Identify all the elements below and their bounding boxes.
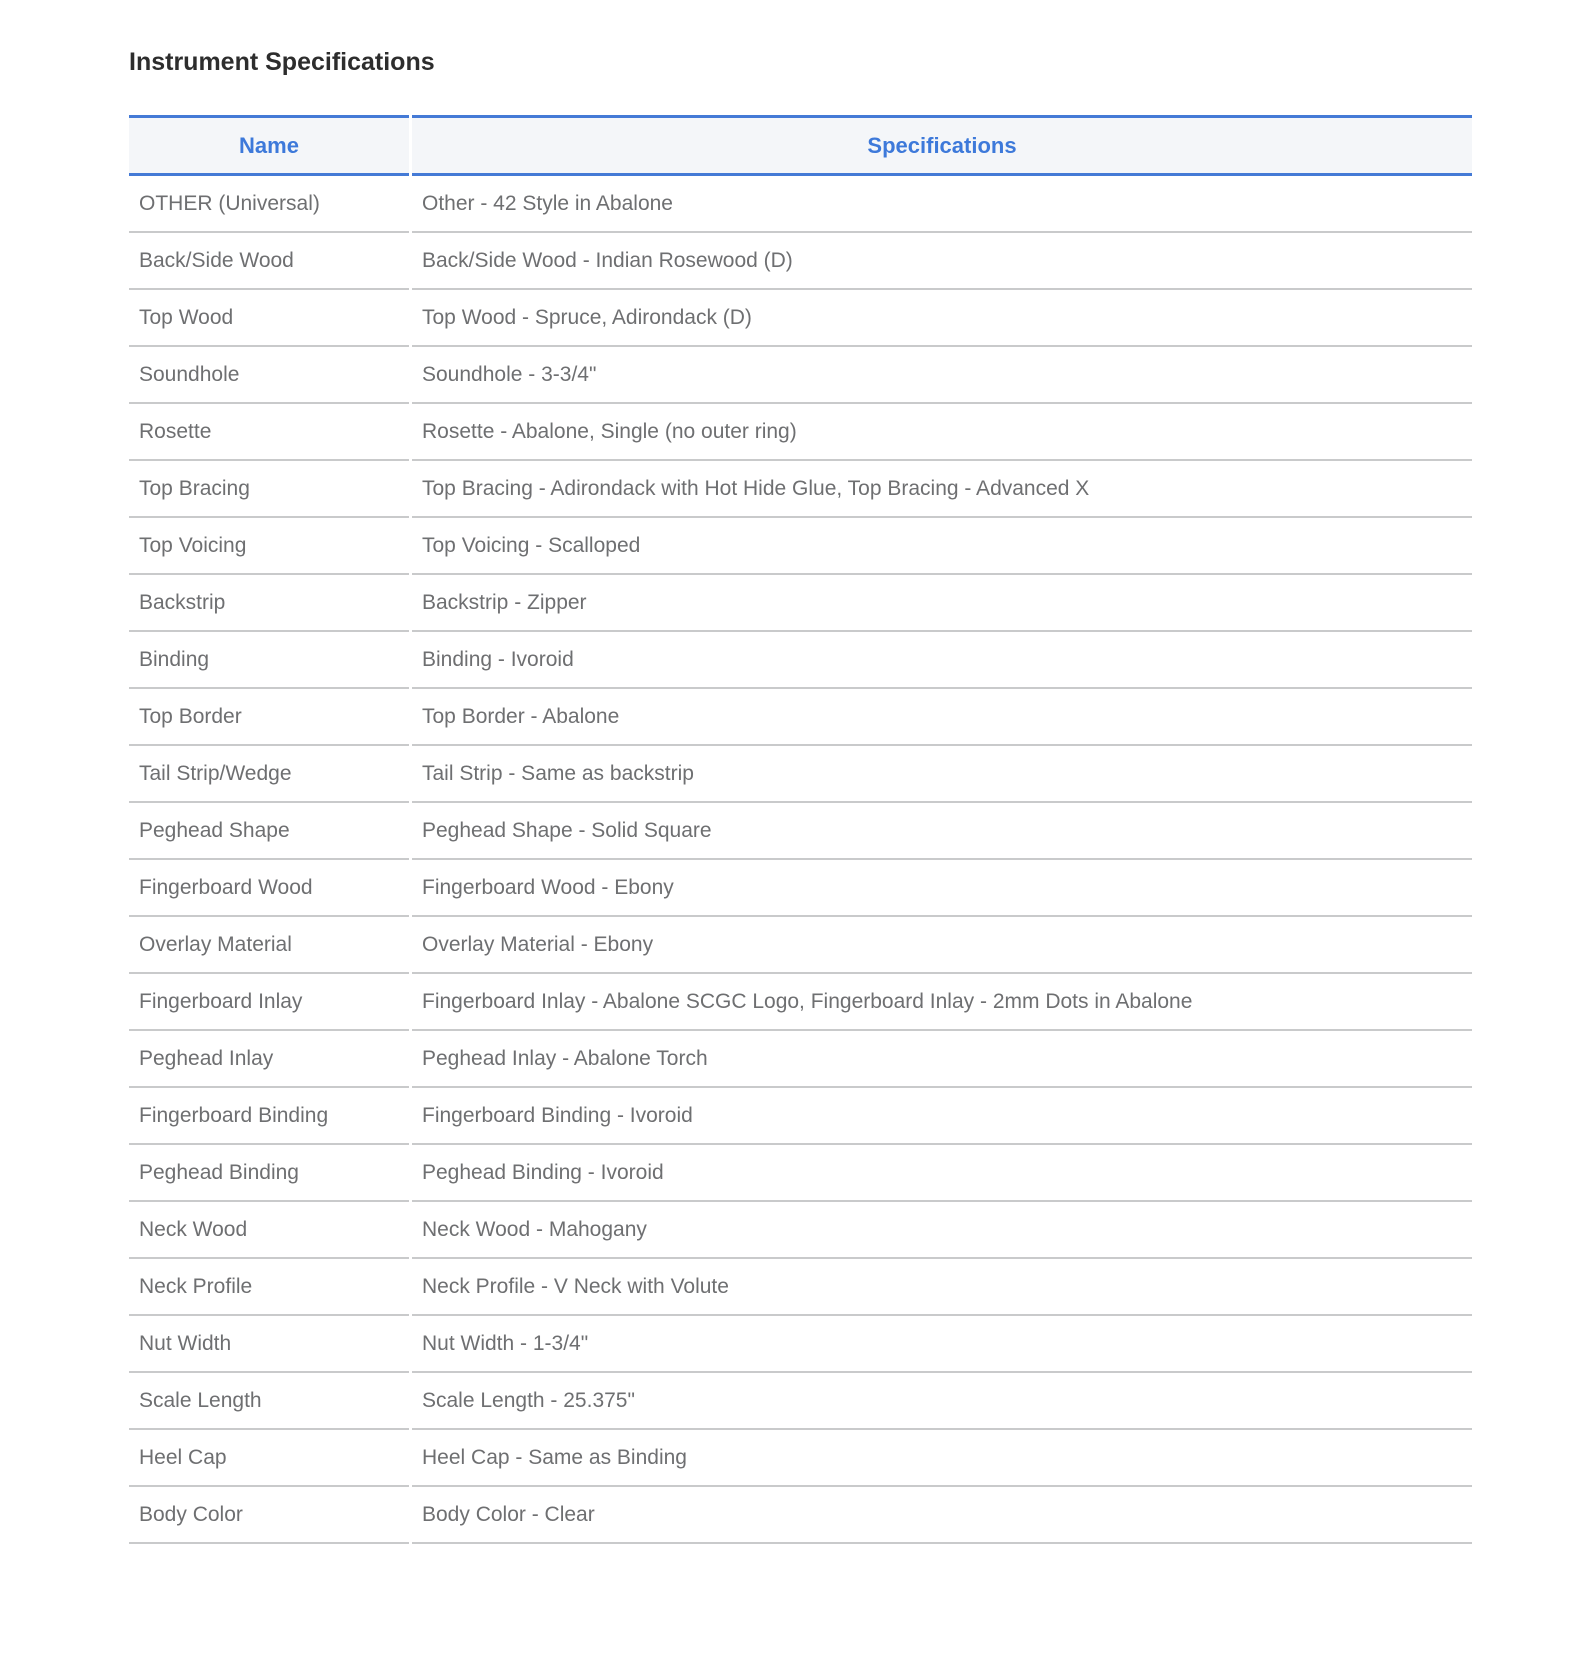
spec-name-cell: Fingerboard Inlay bbox=[129, 974, 409, 1031]
spec-value-cell: Other - 42 Style in Abalone bbox=[412, 176, 1472, 233]
spec-name-cell: Rosette bbox=[129, 404, 409, 461]
spec-name-cell: Top Border bbox=[129, 689, 409, 746]
table-row bbox=[129, 518, 1472, 575]
table-row bbox=[129, 1430, 1472, 1487]
column-header-name: Name bbox=[129, 115, 409, 176]
table-row bbox=[129, 1373, 1472, 1430]
spec-name-cell: Top Wood bbox=[129, 290, 409, 347]
table-row bbox=[129, 746, 1472, 803]
table-row bbox=[129, 290, 1472, 347]
table-row bbox=[129, 917, 1472, 974]
spec-value-cell: Neck Wood - Mahogany bbox=[412, 1202, 1472, 1259]
spec-name-cell: Body Color bbox=[129, 1487, 409, 1544]
spec-name-cell: Binding bbox=[129, 632, 409, 689]
spec-value-cell: Scale Length - 25.375" bbox=[412, 1373, 1472, 1430]
column-header-specifications: Specifications bbox=[412, 115, 1472, 176]
table-body bbox=[129, 176, 1472, 1544]
spec-name-cell: Fingerboard Binding bbox=[129, 1088, 409, 1145]
spec-value-cell: Soundhole - 3-3/4" bbox=[412, 347, 1472, 404]
spec-name-cell: Backstrip bbox=[129, 575, 409, 632]
spec-value-cell: Binding - Ivoroid bbox=[412, 632, 1472, 689]
spec-value-cell: Neck Profile - V Neck with Volute bbox=[412, 1259, 1472, 1316]
spec-value-cell: Tail Strip - Same as backstrip bbox=[412, 746, 1472, 803]
table-row bbox=[129, 347, 1472, 404]
spec-name-cell: Peghead Binding bbox=[129, 1145, 409, 1202]
table-row bbox=[129, 1316, 1472, 1373]
spec-value-cell: Backstrip - Zipper bbox=[412, 575, 1472, 632]
spec-name-cell: Neck Profile bbox=[129, 1259, 409, 1316]
spec-value-cell: Nut Width - 1-3/4" bbox=[412, 1316, 1472, 1373]
table-row bbox=[129, 689, 1472, 746]
page-title: Instrument Specifications bbox=[129, 48, 435, 76]
table-row bbox=[129, 575, 1472, 632]
spec-name-cell: OTHER (Universal) bbox=[129, 176, 409, 233]
spec-value-cell: Top Wood - Spruce, Adirondack (D) bbox=[412, 290, 1472, 347]
spec-name-cell: Overlay Material bbox=[129, 917, 409, 974]
table-row bbox=[129, 461, 1472, 518]
specifications-table bbox=[126, 115, 1475, 1544]
spec-name-cell: Fingerboard Wood bbox=[129, 860, 409, 917]
table-row bbox=[129, 1202, 1472, 1259]
spec-value-cell: Fingerboard Binding - Ivoroid bbox=[412, 1088, 1472, 1145]
spec-value-cell: Back/Side Wood - Indian Rosewood (D) bbox=[412, 233, 1472, 290]
spec-value-cell: Heel Cap - Same as Binding bbox=[412, 1430, 1472, 1487]
spec-name-cell: Back/Side Wood bbox=[129, 233, 409, 290]
spec-name-cell: Top Voicing bbox=[129, 518, 409, 575]
spec-value-cell: Peghead Binding - Ivoroid bbox=[412, 1145, 1472, 1202]
spec-value-cell: Top Voicing - Scalloped bbox=[412, 518, 1472, 575]
table-row bbox=[129, 860, 1472, 917]
table-header-row bbox=[129, 115, 1472, 176]
spec-name-cell: Nut Width bbox=[129, 1316, 409, 1373]
table-row bbox=[129, 1031, 1472, 1088]
table-row bbox=[129, 1145, 1472, 1202]
spec-value-cell: Fingerboard Wood - Ebony bbox=[412, 860, 1472, 917]
table-row bbox=[129, 233, 1472, 290]
spec-value-cell: Overlay Material - Ebony bbox=[412, 917, 1472, 974]
spec-value-cell: Rosette - Abalone, Single (no outer ring) bbox=[412, 404, 1472, 461]
spec-name-cell: Soundhole bbox=[129, 347, 409, 404]
table-row bbox=[129, 404, 1472, 461]
table-row bbox=[129, 1088, 1472, 1145]
table-row bbox=[129, 176, 1472, 233]
spec-name-cell: Tail Strip/Wedge bbox=[129, 746, 409, 803]
table-row bbox=[129, 974, 1472, 1031]
spec-name-cell: Scale Length bbox=[129, 1373, 409, 1430]
table-row bbox=[129, 1487, 1472, 1544]
table-row bbox=[129, 632, 1472, 689]
spec-value-cell: Peghead Shape - Solid Square bbox=[412, 803, 1472, 860]
table-row bbox=[129, 1259, 1472, 1316]
spec-name-cell: Top Bracing bbox=[129, 461, 409, 518]
spec-value-cell: Top Bracing - Adirondack with Hot Hide Glue, Top Bracing - Advanced X bbox=[412, 461, 1472, 518]
spec-value-cell: Peghead Inlay - Abalone Torch bbox=[412, 1031, 1472, 1088]
spec-name-cell: Neck Wood bbox=[129, 1202, 409, 1259]
spec-value-cell: Fingerboard Inlay - Abalone SCGC Logo, Fingerboard Inlay - 2mm Dots in Abalone bbox=[412, 974, 1472, 1031]
spec-value-cell: Top Border - Abalone bbox=[412, 689, 1472, 746]
spec-value-cell: Body Color - Clear bbox=[412, 1487, 1472, 1544]
table-head bbox=[129, 115, 1472, 176]
table-row bbox=[129, 803, 1472, 860]
spec-name-cell: Peghead Shape bbox=[129, 803, 409, 860]
spec-name-cell: Peghead Inlay bbox=[129, 1031, 409, 1088]
spec-name-cell: Heel Cap bbox=[129, 1430, 409, 1487]
